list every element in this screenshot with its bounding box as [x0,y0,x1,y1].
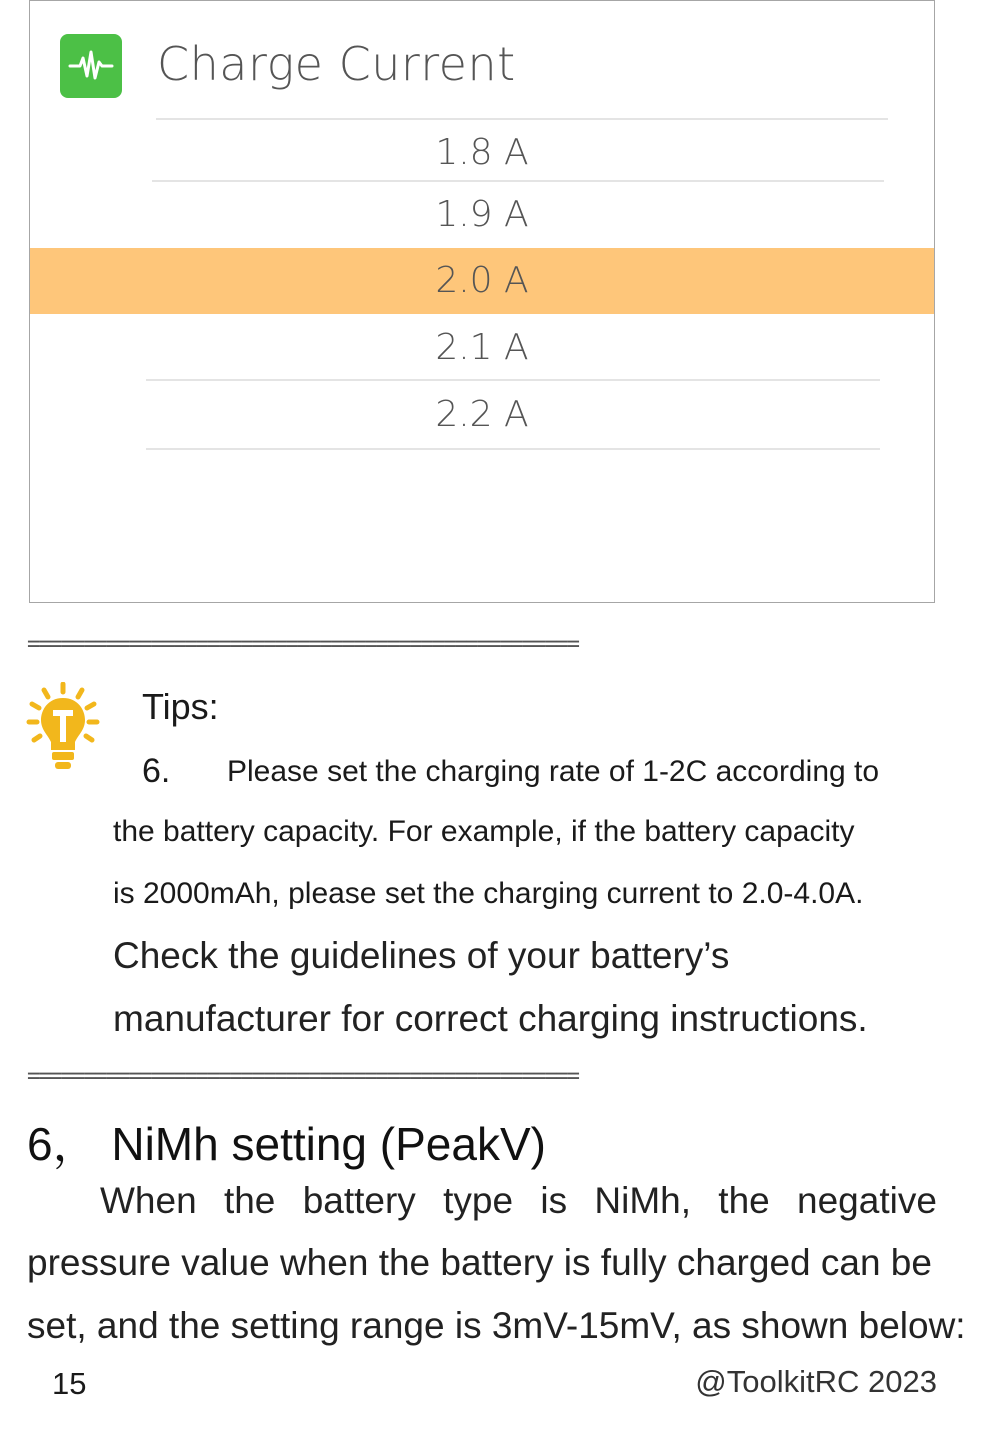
word: the [718,1180,770,1221]
tip-text-line: Check the guidelines of your battery’s [113,935,730,976]
tip-text-line: Please set the charging rate of 1-2C according to [227,755,880,788]
charge-current-screen [29,0,935,603]
option-1-9a[interactable]: 1.9 A [435,194,529,235]
paragraph-line: set, and the setting range is 3mV-15mV, as shown below: [27,1305,966,1346]
word: type [443,1180,514,1221]
divider [146,448,880,450]
option-1-8a[interactable]: 1.8 A [435,132,529,173]
word: When [100,1180,197,1221]
copyright-text: @ToolkitRC 2023 [695,1364,937,1399]
tip-text-line: is 2000mAh, please set the charging current to 2.0-4.0A. [113,877,864,910]
paragraph-line [100,1180,937,1222]
separator-line: ================================================= [27,632,579,657]
page-number: 15 [52,1366,87,1401]
tip-number: 6. [142,752,171,790]
divider [146,379,880,381]
tips-label: Tips: [142,686,219,727]
screen-title: Charge Current [157,37,516,91]
word: the [223,1180,276,1221]
separator-line: ================================================= [27,1064,579,1089]
section-heading: 6， NiMh setting (PeakV) [27,1118,546,1170]
option-2-2a[interactable]: 2.2 A [435,394,529,435]
word: is [540,1180,568,1221]
word: NiMh, [594,1180,691,1221]
paragraph-line: pressure value when the battery is fully charged can be [27,1242,932,1283]
tip-text-line: the battery capacity. For example, if the battery capacity [113,815,855,848]
word: negative [797,1180,937,1221]
waveform-icon [60,34,122,98]
word: battery [302,1180,416,1221]
lightbulb-icon [26,682,100,778]
divider [156,118,888,120]
tip-text-line: manufacturer for correct charging instructions. [113,998,868,1039]
option-2-1a[interactable]: 2.1 A [435,327,529,368]
divider [152,180,884,182]
option-2-0a-selected[interactable]: 2.0 A [30,248,934,314]
